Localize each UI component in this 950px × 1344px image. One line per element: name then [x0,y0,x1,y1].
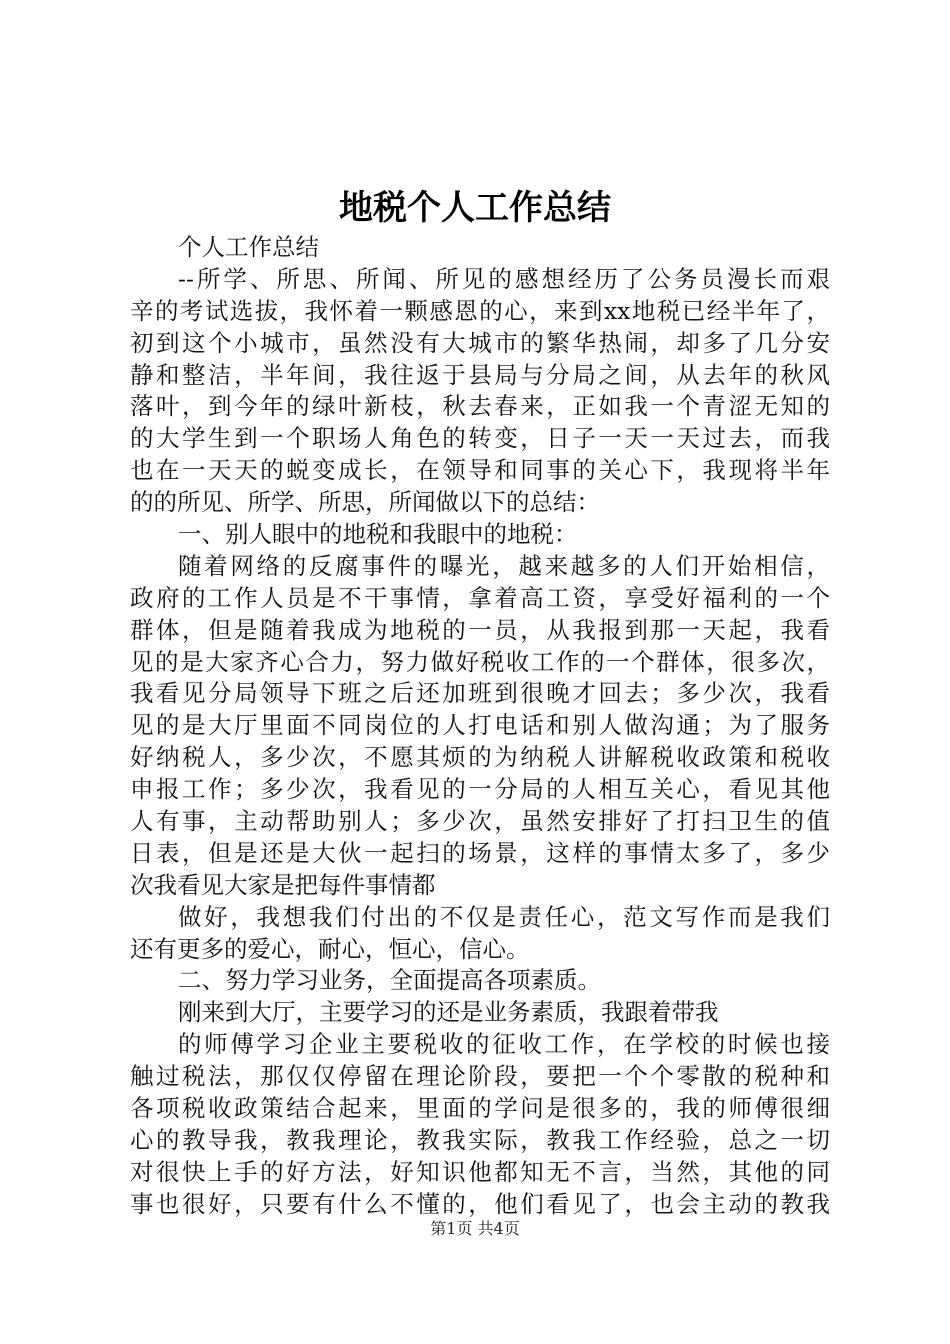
text-line: 次我看见大家是把每件事情都 [130,870,436,899]
text-line: 各项税收政策结合起来，里面的学问是很多的，我的师傅很细 [130,1094,830,1123]
text-line: 一、别人眼中的地税和我眼中的地税： [178,520,578,549]
text-line: 也在一天天的蜕变成长，在领导和同事的关心下，我现将半年 [130,456,830,485]
text-line: 做好，我想我们付出的不仅是责任心，范文写作而是我们 [178,902,830,931]
text-line: 的大学生到一个职场人角色的转变，日子一天一天过去，而我 [130,424,830,453]
text-line: 还有更多的爱心，耐心，恒心，信心。 [130,934,530,963]
text-line: 政府的工作人员是不干事情，拿着高工资，享受好福利的一个 [130,583,830,612]
document-title: 地税个人工作总结 [339,188,611,228]
text-line: --所学、所思、所闻、所见的感想经历了公务员漫长而艰 [178,264,830,293]
text-line: 见的是大家齐心合力，努力做好税收工作的一个群体，很多次， [130,647,830,676]
document-body [130,232,830,1221]
text-line: 对很快上手的好方法，好知识他都知无不言，当然，其他的同 [130,1157,830,1186]
text-line: 日表，但是还是大伙一起扫的场景，这样的事情太多了，多少 [130,838,830,867]
text-line: 静和整洁，半年间，我往返于县局与分局之间，从去年的秋风 [130,360,830,389]
text-line: 落叶，到今年的绿叶新枝，秋去春来，正如我一个青涩无知的 [130,392,830,421]
text-line: 辛的考试选拔，我怀着一颗感恩的心，来到xx地税已经半年了， [130,296,830,325]
text-line: 申报工作；多少次，我看见的一分局的人相互关心，看见其他 [130,775,830,804]
text-line: 人有事，主动帮助别人；多少次，虽然安排好了打扫卫生的值 [130,807,830,836]
text-line: 心的教导我，教我理论，教我实际，教我工作经验，总之一切 [130,1125,830,1154]
text-line: 见的是大厅里面不同岗位的人打电话和别人做沟通；为了服务 [130,711,830,740]
text-line: 触过税法，那仅仅停留在理论阶段，要把一个个零散的税种和 [130,1062,830,1091]
text-line: 的师傅学习企业主要税收的征收工作，在学校的时候也接 [178,1030,830,1059]
text-line: 群体，但是随着我成为地税的一员，从我报到那一天起，我看 [130,615,830,644]
text-line: 二、努力学习业务，全面提高各项素质。 [178,966,601,995]
text-line: 初到这个小城市，虽然没有大城市的繁华热闹，却多了几分安 [130,328,830,357]
text-line: 我看见分局领导下班之后还加班到很晚才回去；多少次，我看 [130,679,830,708]
text-line: 刚来到大厅，主要学习的还是业务素质，我跟着带我 [178,998,719,1027]
text-line: 随着网络的反腐事件的曝光，越来越多的人们开始相信， [178,551,830,580]
text-line: 好纳税人，多少次，不愿其烦的为纳税人讲解税收政策和税收 [130,743,830,772]
page-footer: 第1页 共4页 [430,1219,520,1238]
text-line: 事也很好，只要有什么不懂的，他们看见了，也会主动的教我 [130,1189,830,1218]
text-line: 个人工作总结 [178,233,319,261]
text-line: 的的所见、所学、所思，所闻做以下的总结： [130,488,600,517]
